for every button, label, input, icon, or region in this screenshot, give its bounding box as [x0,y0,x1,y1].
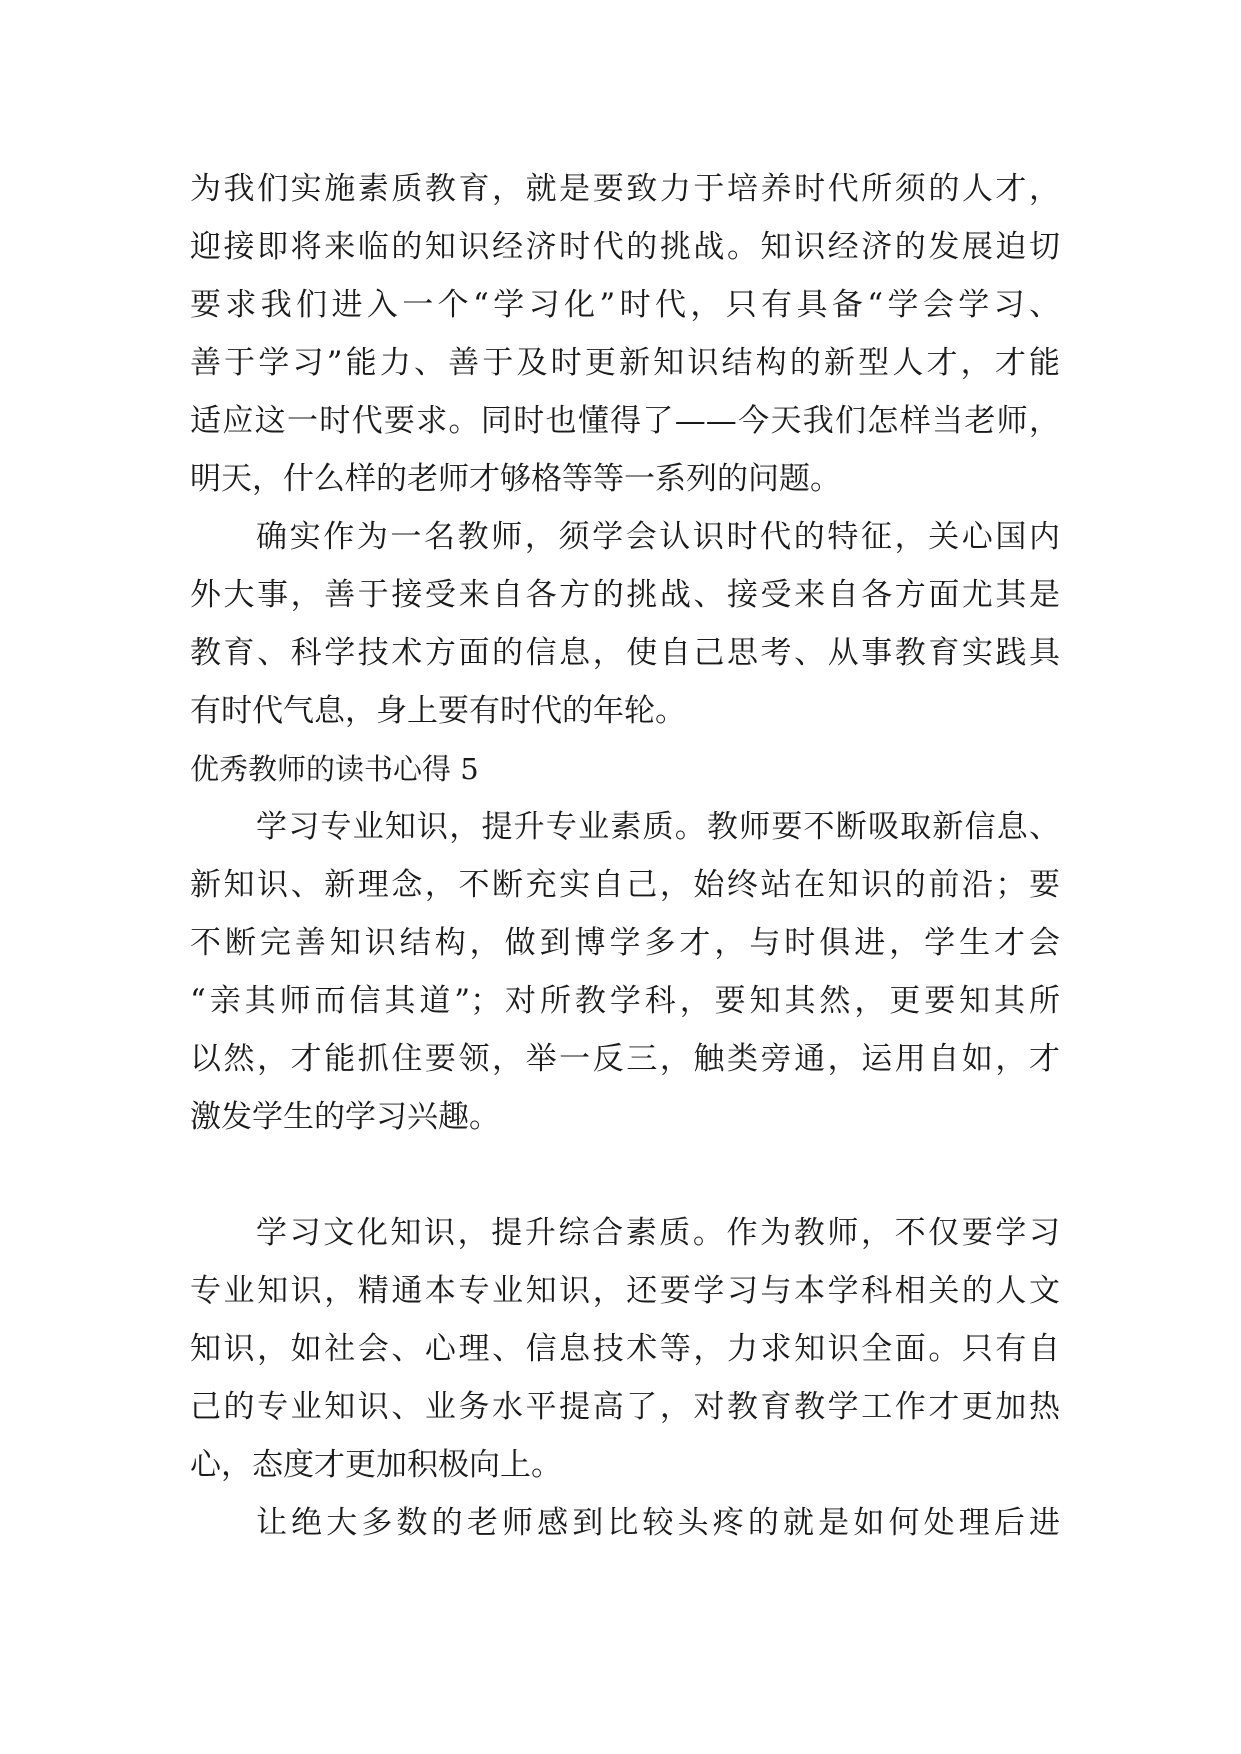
text-line: 有时代气息，身上要有时代的年轮。 [190,693,686,729]
text-line: 心，态度才更加积极向上。 [190,1447,562,1483]
text-line: 确实作为一名教师，须学会认识时代的特征，关心国内 [256,519,1060,555]
paragraph-2 [190,508,1060,740]
text-line: 善于学习”能力、善于及时更新知识结构的新型人才，才能 [190,345,1060,381]
text-line: 专业知识，精通本专业知识，还要学习与本学科相关的人文 [190,1273,1060,1309]
paragraph-3 [190,798,1060,1146]
text-line: 外大事，善于接受来自各方的挑战、接受来自各方面尤其是 [190,577,1060,613]
text-line: 明天，什么样的老师才够格等等一系列的问题。 [190,461,841,497]
text-line: 知识，如社会、心理、信息技术等，力求知识全面。只有自 [190,1331,1060,1367]
text-line: 教育、科学技术方面的信息，使自己思考、从事教育实践具 [190,635,1060,671]
text-line: 适应这一时代要求。同时也懂得了——今天我们怎样当老师， [190,403,1060,439]
document-body [190,160,1060,1552]
paragraph-4 [190,1204,1060,1494]
section-heading: 优秀教师的读书心得 5 [190,752,479,786]
text-line: “亲其师而信其道”；对所教学科，要知其然，更要知其所 [190,983,1060,1019]
text-line: 以然，才能抓住要领，举一反三，触类旁通，运用自如，才 [190,1041,1060,1077]
text-line: 己的专业知识、业务水平提高了，对教育教学工作才更加热 [190,1389,1060,1425]
text-line: 为我们实施素质教育，就是要致力于培养时代所须的人才， [190,171,1060,207]
text-line: 要求我们进入一个“学习化”时代，只有具备“学会学习、 [190,287,1060,323]
text-line: 不断完善知识结构，做到博学多才，与时俱进，学生才会 [190,925,1060,961]
text-line: 新知识、新理念，不断充实自己，始终站在知识的前沿；要 [190,867,1060,903]
text-line: 让绝大多数的老师感到比较头疼的就是如何处理后进 [256,1505,1060,1541]
paragraph-5 [190,1494,1060,1552]
paragraph-1 [190,160,1060,508]
text-line: 迎接即将来临的知识经济时代的挑战。知识经济的发展迫切 [190,229,1060,265]
text-line: 学习专业知识，提升专业素质。教师要不断吸取新信息、 [256,809,1060,845]
text-line: 学习文化知识，提升综合素质。作为教师，不仅要学习 [256,1215,1060,1251]
text-line: 激发学生的学习兴趣。 [190,1099,500,1135]
blank-line [190,1146,1060,1204]
